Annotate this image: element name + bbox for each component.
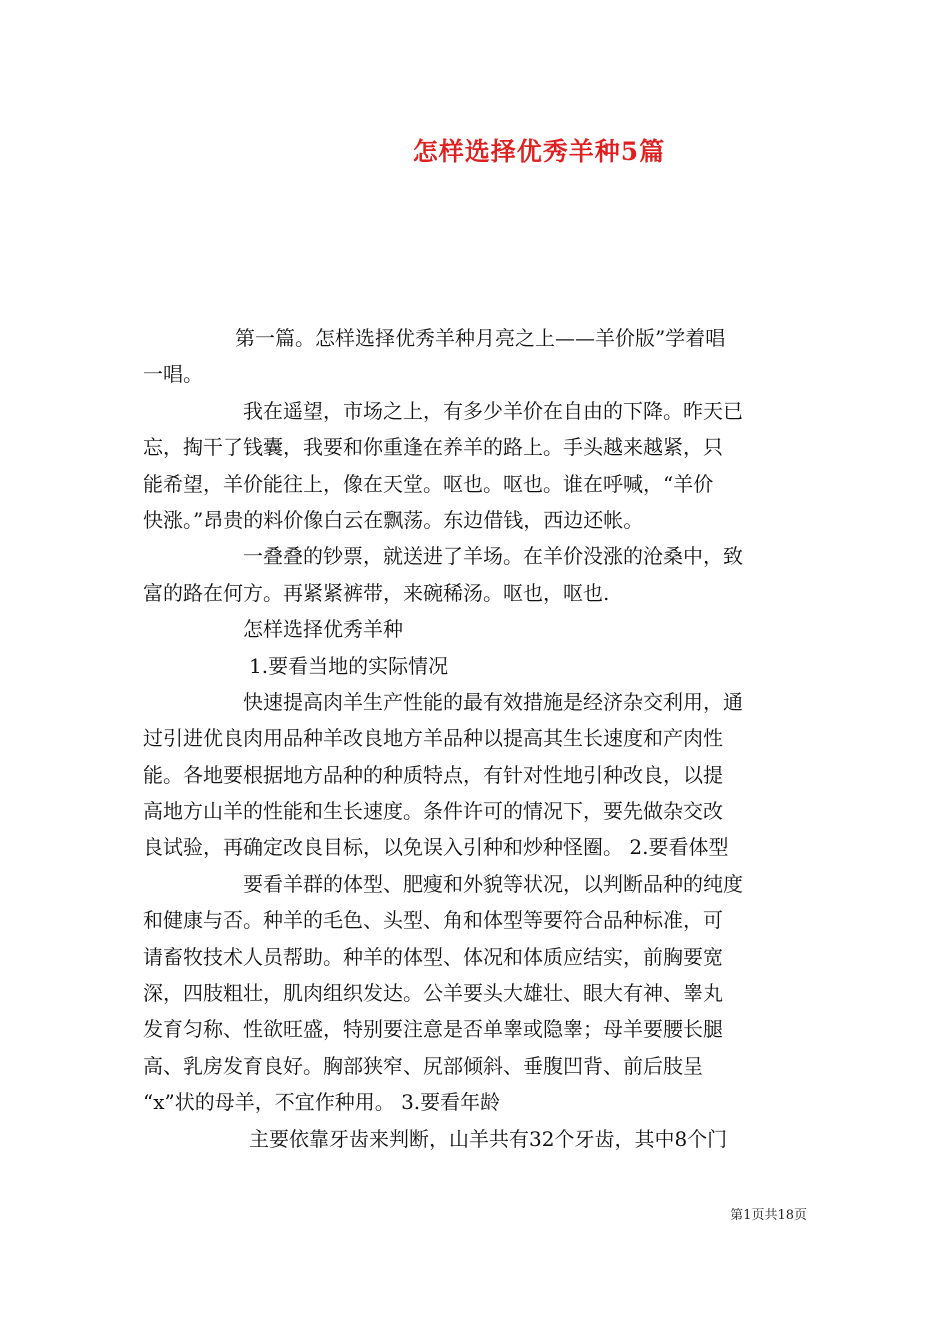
paragraph-line: 第一篇。怎样选择优秀羊种月亮之上——羊价版”学着唱 [235, 326, 726, 350]
page-number-footer: 第1页共18页 [730, 1208, 807, 1223]
section-heading: 怎样选择优秀羊种 [243, 617, 403, 642]
paragraph-line: 能希望，羊价能往上，像在天堂。呕也。呕也。谁在呼喊，“羊价 [143, 471, 714, 496]
paragraph-line: 一叠叠的钞票，就送进了羊场。在羊价没涨的沧桑中，致 [243, 544, 743, 569]
paragraph-line: 一唱。 [143, 362, 203, 387]
paragraph-line: 要看羊群的体型、肥瘦和外貌等状况，以判断品种的纯度 [243, 871, 743, 896]
section-subheading: 1.要看当地的实际情况 [249, 653, 449, 678]
paragraph-line: 我在遥望，市场之上，有多少羊价在自由的下降。昨天已 [243, 398, 743, 423]
document-title [0, 132, 950, 168]
paragraph-line: 高、乳房发育良好。胸部狭窄、尻部倾斜、垂腹凹背、前后肢呈 [143, 1053, 703, 1078]
paragraph-line: 深，四肢粗壮，肌肉组织发达。公羊要头大雄壮、眼大有神、睾丸 [143, 981, 723, 1006]
paragraph-line: 良试验，再确定改良目标，以免误入引种和炒种怪圈。 2.要看体型 [143, 835, 729, 860]
document-body [143, 320, 808, 1157]
paragraph-line: 请畜牧技术人员帮助。种羊的体型、体况和体质应结实，前胸要宽 [143, 944, 723, 969]
paragraph-line: 富的路在何方。再紧紧裤带，来碗稀汤。呕也，呕也. [143, 580, 610, 605]
paragraph-line: 高地方山羊的性能和生长速度。条件许可的情况下，要先做杂交改 [143, 799, 723, 824]
paragraph-line: 主要依靠牙齿来判断，山羊共有32个牙齿，其中8个门 [249, 1126, 728, 1151]
paragraph-line: 能。各地要根据地方品种的种质特点，有针对性地引种改良，以提 [143, 762, 723, 787]
paragraph-line: 发育匀称、性欲旺盛，特别要注意是否单睾或隐睾；母羊要腰长腿 [143, 1017, 723, 1042]
paragraph-line: 和健康与否。种羊的毛色、头型、角和体型等要符合品种标准，可 [143, 908, 723, 933]
paragraph-line: “x”状的母羊，不宜作种用。 3.要看年龄 [143, 1090, 501, 1115]
paragraph-line: 快速提高肉羊生产性能的最有效措施是经济杂交利用，通 [243, 689, 743, 714]
paragraph-line: 过引进优良肉用品种羊改良地方羊品种以提高其生长速度和产肉性 [143, 726, 723, 751]
document-title-text: 怎样选择优秀羊种5篇 [412, 137, 666, 166]
paragraph-line: 快涨。”昂贵的料价像白云在飘荡。东边借钱，西边还帐。 [143, 507, 644, 532]
paragraph-line: 忘，掏干了钱囊，我要和你重逢在养羊的路上。手头越来越紧，只 [143, 435, 723, 460]
